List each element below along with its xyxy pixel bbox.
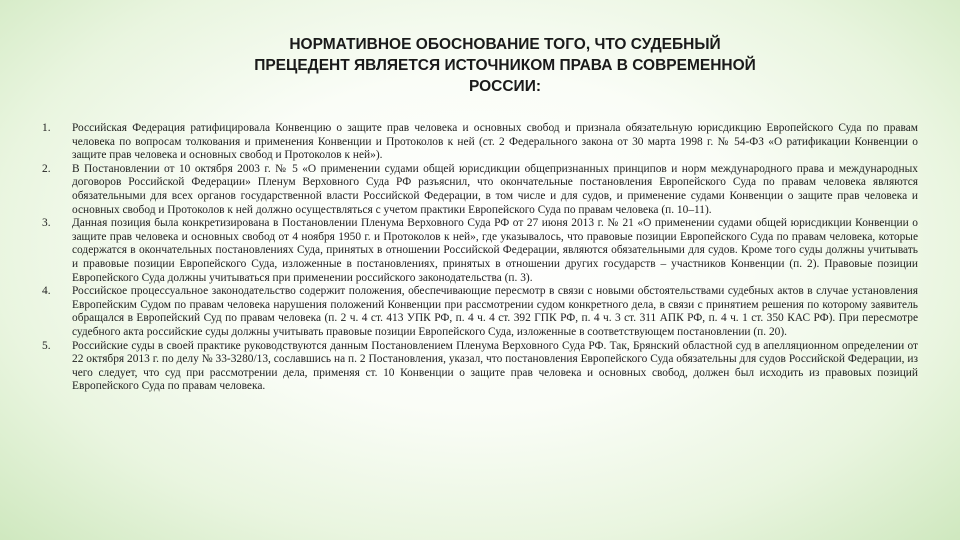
title-line-2: ПРЕЦЕДЕНТ ЯВЛЯЕТСЯ ИСТОЧНИКОМ ПРАВА В СОВРЕМЕННОЙ: [254, 57, 756, 74]
list-item-number: 5.: [42, 339, 51, 352]
list-item-number: 3.: [42, 217, 51, 230]
list-item-text: Данная позиция была конкретизирована в Постановлении Пленума Верховного Суда РФ от 27 июня 2013 г. № 21 «О применении судами общей юрисдикции Конвенции о защите прав человека и основных свобод от 4 ноября 1950 г. и Протоколов к ней», где указывалось, что правовые позиции Европейского Суда по правам человека, которые содержатся в окончательных постановлениях Суда, принятых в отношении Российской Федерации, являются обязательными для судов. Кроме того суды должны учитывать и правовые позиции Европейского Суда, изложенные в постановлениях, принятых в отношении других государств – участников Конвенции (п. 2). Правовые позиции Европейского Суда должны учитываться при применении российского законодательства (п. 3).: [72, 217, 918, 284]
list-item: [42, 285, 918, 339]
list-item-text: Российская Федерация ратифицировала Конвенцию о защите прав человека и основных свобод и признала обязательную юрисдикцию Европейского Суда по правам человека по вопросам толкования и применения Конвенции и Протоколов к ней (ст. 2 Федерального закона от 30 марта 1998 г. № 54-ФЗ «О ратификации Конвенции о защите прав человека и основных свобод и Протоколов к ней»).: [72, 122, 918, 162]
list-item: [42, 340, 918, 394]
list-item: [42, 122, 918, 163]
list-item-text: В Постановлении от 10 октября 2003 г. № 5 «О применении судами общей юрисдикции общепризнанных принципов и норм международного права и международных договоров Российской Федерации» Пленум Верховного Суда РФ разъяснил, что окончательные постановления Европейского Суда по правам человека являются обязательными для всех органов государственной власти Российской Федерации, в том числе и для судов, и применение судами Конвенции о защите прав человека и основных свобод и Протоколов к ней должно осуществляться с учетом практики Европейского Суда по правам человека (п. 10–11).: [72, 162, 918, 216]
list-item-text: Российские суды в своей практике руководствуются данным Постановлением Пленума Верховного Суда РФ. Так, Брянский областной суд в апелляционном определении от 22 октября 2013 г. по делу № 33-3280/13, сославшись на п. 2 Постановления, указал, что постановления Европейского Суда обязательны для судов Российской Федерации, из чего следует, что суд при рассмотрении дела, применяя ст. 10 Конвенции о защите прав человека и основных свобод, должен был исходить из правовых позиций Европейского Суда по правам человека.: [72, 339, 918, 393]
list-item: [42, 163, 918, 217]
list-item-text: Российское процессуальное законодательство содержит положения, обеспечивающие пересмотр в связи с новыми обстоятельствами судебных актов в случае установления Европейским Судом по правам человека нарушения положений Конвенции при рассмотрении судом конкретного дела, в связи с принятием решения по которому заявитель обращался в Европейский Суд по правам человека (п. 2 ч. 4 ст. 413 УПК РФ, п. 4 ч. 4 ст. 392 ГПК РФ, п. 4 ч. 3 ст. 311 АПК РФ, п. 4 ч. 1 ст. 350 КАС РФ). При пересмотре судебного акта российские суды должны учитывать правовые позиции Европейского Суда, изложенные в соответствующем постановлении (п. 20).: [72, 285, 918, 338]
slide-title: [180, 34, 830, 97]
title-line-1: НОРМАТИВНОЕ ОБОСНОВАНИЕ ТОГО, ЧТО СУДЕБНЫЙ: [289, 36, 721, 53]
title-line-3: РОССИИ:: [468, 78, 542, 95]
list-item-number: 4.: [42, 285, 51, 298]
numbered-list: [42, 122, 918, 394]
list-item-number: 2.: [42, 162, 51, 175]
list-item: [42, 217, 918, 285]
list-item-number: 1.: [42, 122, 51, 134]
